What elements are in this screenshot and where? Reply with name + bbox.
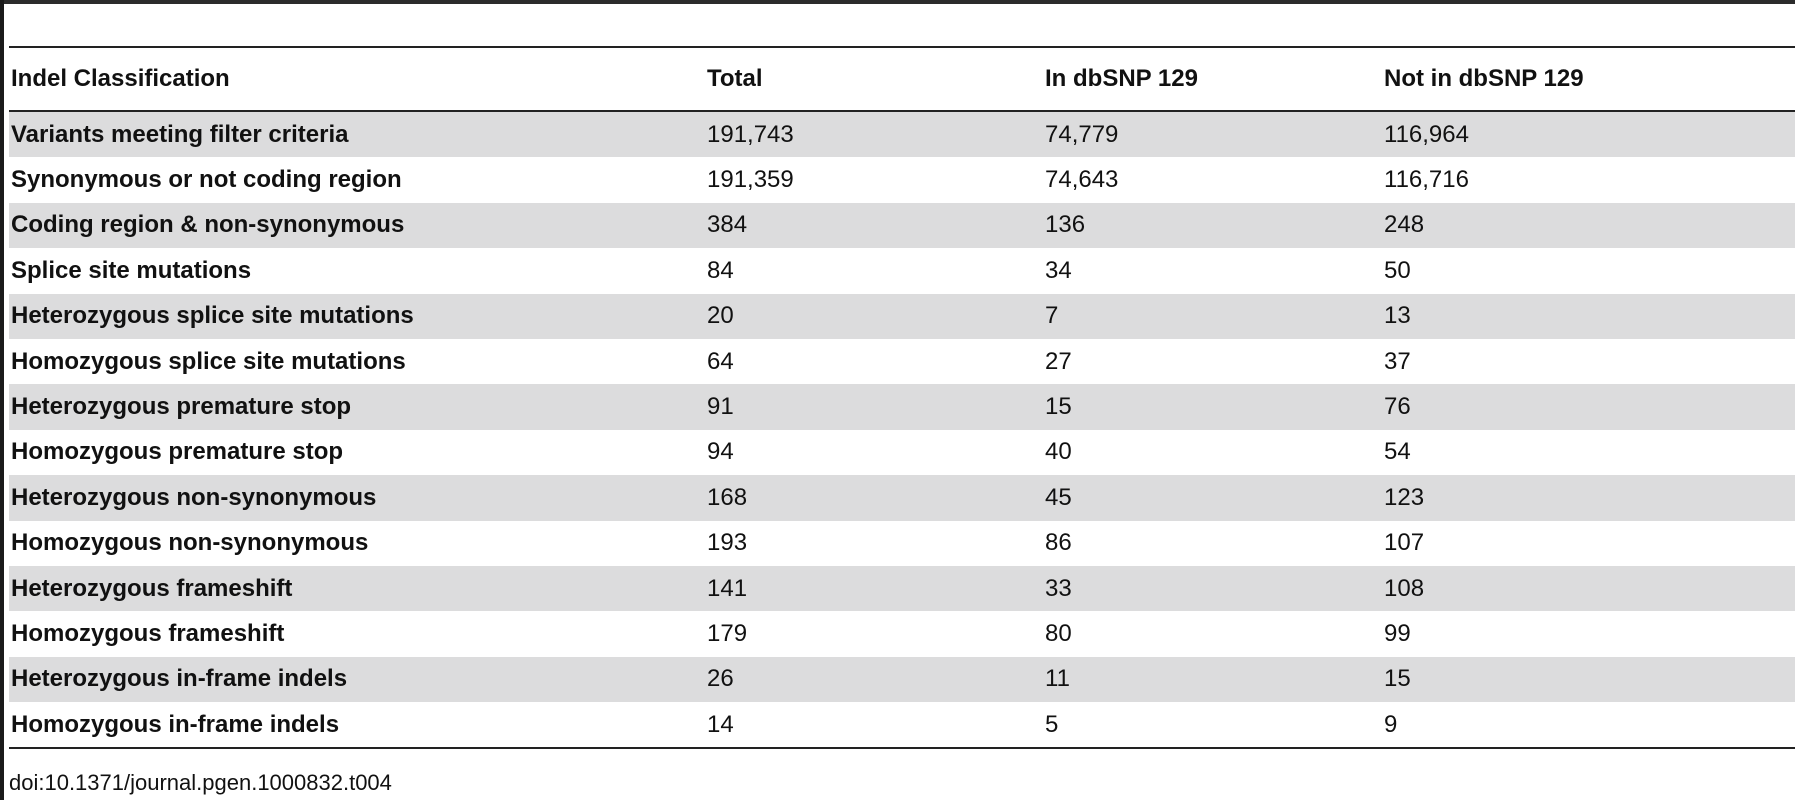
table-cell: 74,779 [1045, 120, 1119, 148]
table-cell: 248 [1384, 211, 1425, 239]
table-cell: 9 [1384, 710, 1398, 738]
table-cell: 384 [707, 211, 748, 239]
table-cell: 5 [1045, 710, 1059, 738]
table-row [9, 566, 1795, 611]
table-header-row [9, 48, 1795, 112]
table-cell: 94 [707, 438, 734, 466]
table-row [9, 475, 1795, 520]
table-cell: 33 [1045, 574, 1072, 602]
table-row [9, 611, 1795, 656]
table-cell: 50 [1384, 256, 1411, 284]
left-border [0, 0, 4, 800]
table-cell: 86 [1045, 529, 1072, 557]
column-header-in-dbsnp: In dbSNP 129 [1045, 65, 1198, 92]
row-label: Heterozygous non-synonymous [11, 483, 377, 511]
row-label: Variants meeting filter criteria [11, 120, 349, 148]
table-cell: 37 [1384, 347, 1411, 375]
column-header-indel-classification: Indel Classification [11, 65, 230, 92]
table-cell: 45 [1045, 483, 1072, 511]
table-cell: 40 [1045, 438, 1072, 466]
doi-caption: doi:10.1371/journal.pgen.1000832.t004 [9, 770, 392, 795]
table-cell: 34 [1045, 256, 1072, 284]
table-cell: 123 [1384, 483, 1425, 511]
table-cell: 136 [1045, 211, 1086, 239]
table-cell: 116,964 [1384, 120, 1469, 148]
table-cell: 80 [1045, 619, 1072, 647]
table-row [9, 430, 1795, 475]
table-cell: 74,643 [1045, 166, 1119, 194]
table-row [9, 294, 1795, 339]
table-cell: 168 [707, 483, 748, 511]
indel-classification-table [9, 46, 1795, 749]
table-cell: 76 [1384, 393, 1411, 421]
table-cell: 27 [1045, 347, 1072, 375]
row-label: Heterozygous splice site mutations [11, 302, 414, 330]
table-cell: 108 [1384, 574, 1425, 602]
table-cell: 193 [707, 529, 748, 557]
table-row [9, 157, 1795, 202]
table-row [9, 339, 1795, 384]
table-cell: 13 [1384, 302, 1411, 330]
row-label: Coding region & non-synonymous [11, 211, 405, 239]
table-cell: 11 [1045, 665, 1070, 693]
row-label: Homozygous splice site mutations [11, 347, 406, 375]
table-cell: 84 [707, 256, 734, 284]
row-label: Splice site mutations [11, 256, 252, 284]
column-header-not-in-dbsnp: Not in dbSNP 129 [1384, 65, 1584, 92]
table-cell: 91 [707, 393, 734, 421]
column-header-total: Total [707, 65, 763, 92]
row-label: Homozygous non-synonymous [11, 529, 369, 557]
table-row [9, 112, 1795, 157]
table-bottom-rule [9, 747, 1795, 749]
table-cell: 191,743 [707, 120, 794, 148]
row-label: Heterozygous in-frame indels [11, 665, 348, 693]
table-cell: 15 [1045, 393, 1072, 421]
row-label: Synonymous or not coding region [11, 166, 402, 194]
table-cell: 54 [1384, 438, 1411, 466]
table-cell: 64 [707, 347, 734, 375]
table-row [9, 203, 1795, 248]
table-cell: 7 [1045, 302, 1059, 330]
row-label: Heterozygous frameshift [11, 574, 293, 602]
table-row [9, 702, 1795, 747]
table-cell: 107 [1384, 529, 1425, 557]
table-cell: 116,716 [1384, 166, 1469, 194]
table-cell: 141 [707, 574, 748, 602]
table-cell: 20 [707, 302, 734, 330]
table-cell: 179 [707, 619, 748, 647]
row-label: Homozygous frameshift [11, 619, 285, 647]
row-label: Heterozygous premature stop [11, 393, 352, 421]
table-row [9, 384, 1795, 429]
table-row [9, 248, 1795, 293]
top-border [0, 0, 1795, 4]
table-cell: 26 [707, 665, 734, 693]
table-row [9, 521, 1795, 566]
table-cell: 99 [1384, 619, 1411, 647]
table-row [9, 657, 1795, 702]
table-cell: 14 [707, 710, 734, 738]
table-body [9, 112, 1795, 747]
table-cell: 191,359 [707, 166, 794, 194]
row-label: Homozygous premature stop [11, 438, 344, 466]
table-cell: 15 [1384, 665, 1411, 693]
row-label: Homozygous in-frame indels [11, 710, 340, 738]
